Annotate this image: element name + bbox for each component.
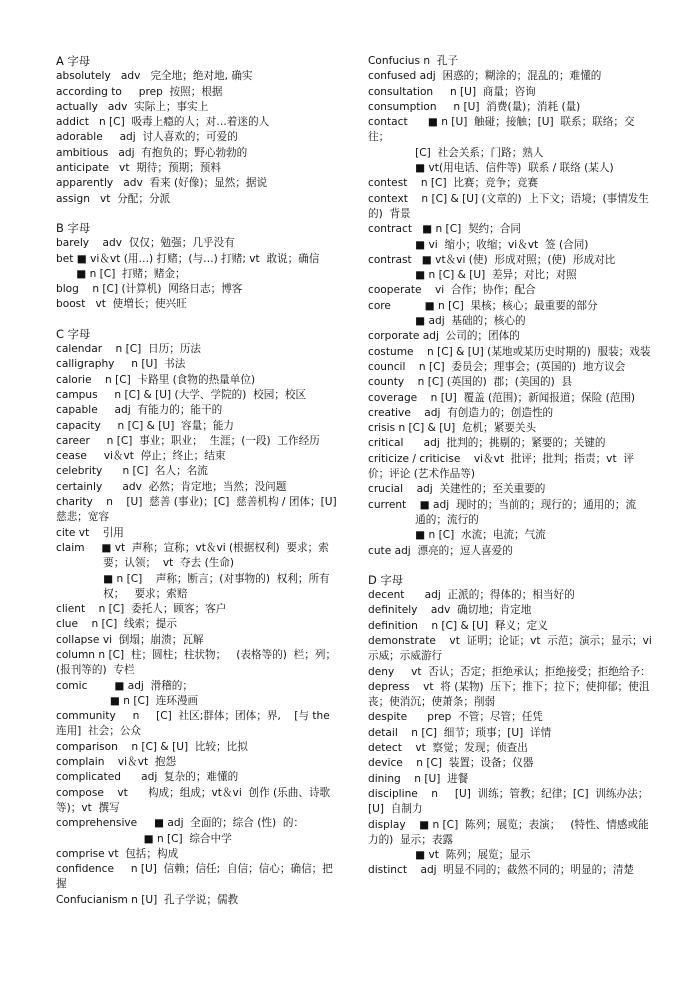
vocab-entry: confidence n [U] 信赖；信任; 自信；信心；确信；把握 [56,863,333,891]
vocab-entry: clue n [C] 线索；提示 [56,618,177,631]
vocab-entry: device n [C] 装置；设备；仪器 [368,757,534,770]
vocab-entry: cite vt 引用 [56,526,124,539]
vocab-entry: ■ n [C] 声称；断言；(对事物的) 权利；所有 [56,572,330,585]
vocab-entry: complicated adj 复杂的；难懂的 [56,771,239,784]
section-heading: C 字母 [56,326,91,341]
vocab-entry: council n [C] 委员会；理事会；(英国的) 地方议会 [368,360,626,373]
vocab-entry: compose vt 构成；组成；vt＆vi 创作 (乐曲、诗歌等)；vt 撰写 [56,786,331,814]
vocab-entry: contract ■ n [C] 契约；合同 [368,223,521,236]
vocab-entry: comprehensive ■ adj 全面的；综合 (性) 的： [56,817,305,830]
vocab-entry: barely adv 仅仅；勉强；几乎没有 [56,237,235,250]
vocab-entry: deny vt 否认；否定；拒绝承认；拒绝接受；拒绝给予： [368,665,651,678]
vocab-entry: decent adj 正派的；得体的；相当好的 [368,589,575,602]
vocab-entry: boost vt 使増长；使兴旺 [56,298,187,311]
vocab-entry: definitely adv 确切地；肯定地 [368,604,532,617]
vocab-entry: apparently adv 看来 (好像)；显然；据说 [56,177,268,190]
vocab-entry: ■ vt 陈列；展览；显示 [368,849,531,862]
vocab-entry: confused adj 困惑的；糊涂的；混乱的；难懂的 [368,70,602,83]
vocab-entry: bet ■ vi＆vt (用…) 打赌；(与…) 打赌; vt 敢说；确信 [56,252,320,265]
vocab-entry: anticipate vt 期待；预期；预料 [56,162,221,175]
vocab-entry: distinct adj 明显不同的；截然不同的；明显的；清楚 [368,864,635,877]
vocab-entry: according to prep 按照；根据 [56,85,223,98]
vocab-entry: 通的；流行的 [368,513,479,526]
vocab-entry: detail n [C] 细节；琐事；[U] 详情 [368,726,552,739]
vocab-entry: adorable adj 讨人喜欢的；可爱的 [56,131,238,144]
vocab-entry: capable adj 有能力的；能干的 [56,404,223,417]
vocab-entry: critical adj 批判的；挑剔的；紧要的；关键的 [368,437,606,450]
vocab-entry: career n [C] 事业；职业； 生涯；(一段) 工作经历 [56,434,320,447]
vocab-entry: despite prep 不管；尽管；任凭 [368,711,543,724]
vocab-entry: charity n [U] 慈善 (事业)；[C] 慈善机构 / 团体；[U] 慈悲；宽容 [56,496,344,524]
vocab-entry: contrast ■ vt＆vi (使) 形成对照；(使) 形成对比 [368,253,616,266]
vocab-entry: current ■ adj 现时的；当前的；现行的；通用的；流 [368,498,637,511]
vocab-entry: crisis n [C] & [U] 危机；紧要关头 [368,422,537,435]
vocab-entry: comprise vt 包括；构成 [56,847,179,860]
left-column [56,54,343,908]
vocab-entry: ■ adj 基础的；核心的 [368,315,526,328]
vocab-entry: coverage n [U] 覆盖 (范围)；新闻报道；保险 (范围) [368,391,636,404]
vocab-entry: core ■ n [C] 果核；核心；最重要的部分 [368,299,598,312]
section-heading: B 字母 [56,220,91,235]
vocab-entry: depress vt 将 (某物) 压下；推下；拉下；使抑郁；使沮丧；使消沉；使萧条；削弱 [368,680,650,709]
vocab-entry: cute adj 漂亮的；逗人喜爱的 [368,544,513,557]
vocab-entry: ambitious adj 有抱负的；野心勃勃的 [56,146,248,159]
vocab-entry: 要；认领； vt 夺去 (生命) [56,557,235,570]
vocab-entry: absolutely adv 完全地；绝对地, 确实 [56,70,253,83]
vocab-entry: [C] 社会关系；门路；熟人 [368,146,544,159]
vocab-entry: calorie n [C] 卡路里 (食物的热量单位) [56,373,256,386]
section-spacer [56,207,343,221]
vocab-entry: detect vt 察觉；发现；侦查出 [368,742,528,755]
vocab-entry: capacity n [C] & [U] 容量；能力 [56,419,235,432]
vocab-entry: assign vt 分配；分派 [56,192,171,205]
vocab-entry: ■ vi 缩小；收缩；vi＆vt 签 (合同) [368,238,589,251]
vocab-entry: costume n [C] & [U] (某地或某历史时期的) 服装；戏装 [368,345,651,358]
vocab-entry: actually adv 实际上；事实上 [56,100,209,113]
vocab-entry: dining n [U] 进餐 [368,772,469,785]
vocab-entry: comic ■ adj 滑稽的； [56,679,193,692]
vocab-entry: display ■ n [C] 陈列；展览；表演； (特性、情感或能力的) 显示；表露 [368,818,649,846]
vocab-entry: Confucianism n [U] 孔子学说；儒教 [56,893,239,906]
vocab-entry: ■ n [C] & [U] 差异；对比；对照 [368,269,577,282]
vocab-entry: criticize / criticise vi＆vt 批评；批判；指责；vt 评价；评论 (艺术作品等) [368,452,634,481]
vocab-entry: demonstrate vt 证明；论证；vt 示范；演示；显示；vi 示威；示威游行 [368,634,659,663]
vocab-entry: client n [C] 委托人；顾客；客户 [56,603,227,616]
vocab-entry: contact ■ n [U] 触碰；接触；[U] 联系；联络；交往； [368,116,635,144]
vocab-entry: campus n [C] & [U] (大学、学院的) 校园；校区 [56,388,307,401]
vocab-entry: ■ n [C] 综合中学 [56,832,232,845]
vocab-entry: community n [C] 社区;群体；团体；界, [与 the 连用] 社会；公众 [56,710,334,738]
section-spacer [56,313,343,327]
vocab-entry: claim ■ vt 声称；宣称；vt＆vi (根据权利) 要求；索 [56,541,329,554]
vocab-entry: blog n [C] (计算机) 网络日志；博客 [56,283,243,296]
vocab-entry: complain vi＆vt 抱怨 [56,756,177,769]
vocab-entry: creative adj 有创造力的；创造性的 [368,406,554,419]
vocab-entry: addict n [C] 吸毒上瘾的人；对…着迷的人 [56,116,270,129]
vocab-entry: 权； 要求；索赔 [56,587,188,600]
right-column [368,54,659,879]
section-heading: A 字母 [56,54,91,68]
vocab-entry: cease vi＆vt 停止；终止；结束 [56,450,226,463]
vocab-entry: crucial adj 关建性的；至关重要的 [368,483,546,496]
vocab-entry: ■ vt(用电话、信件等) 联系 / 联络 (某人) [368,162,614,175]
vocab-entry: discipline n [U] 训练；管教；纪律；[C] 训练办法；[U] 自制力 [368,787,649,816]
vocab-entry: collapse vi 倒塌；崩溃；瓦解 [56,633,204,646]
vocab-entry: ■ n [C] 打赌；赌金； [56,267,186,280]
vocab-entry: context n [C] & [U] (文章的) 上下文；语境；(事情发生的) 背景 [368,192,649,220]
vocab-entry: definition n [C] & [U] 释义；定义 [368,619,548,632]
section-heading: D 字母 [368,572,404,587]
vocab-entry: corporate adj 公司的；团体的 [368,330,520,343]
vocab-entry: comparison n [C] & [U] 比较；比拟 [56,740,248,753]
vocab-entry: Confucius n 孔子 [368,55,459,67]
vocab-entry: county n [C] (英国的) 郡；(美国的) 县 [368,376,573,389]
vocab-entry: calligraphy n [U] 书法 [56,358,186,371]
vocab-entry: consultation n [U] 商量；咨询 [368,85,536,98]
vocab-entry: ■ n [C] 连环漫画 [56,694,199,707]
vocab-entry: celebrity n [C] 名人；名流 [56,465,208,478]
vocab-entry: ■ n [C] 水流；电流；气流 [368,529,546,542]
vocab-entry: calendar n [C] 日历；历法 [56,343,201,356]
vocab-entry: cooperate vi 合作；协作；配合 [368,284,536,297]
vocab-entry: column n [C] 柱；圆柱；柱状物； (表格等的) 栏；列；(报刊等的) 专栏 [56,648,337,677]
section-spacer [368,559,652,573]
vocab-entry: consumption n [U] 消费(量)；消耗 (量) [368,100,581,113]
vocab-entry: contest n [C] 比赛；竞争；竞赛 [368,177,539,190]
vocab-entry: certainly adv 必然；肯定地；当然；没问题 [56,480,287,493]
